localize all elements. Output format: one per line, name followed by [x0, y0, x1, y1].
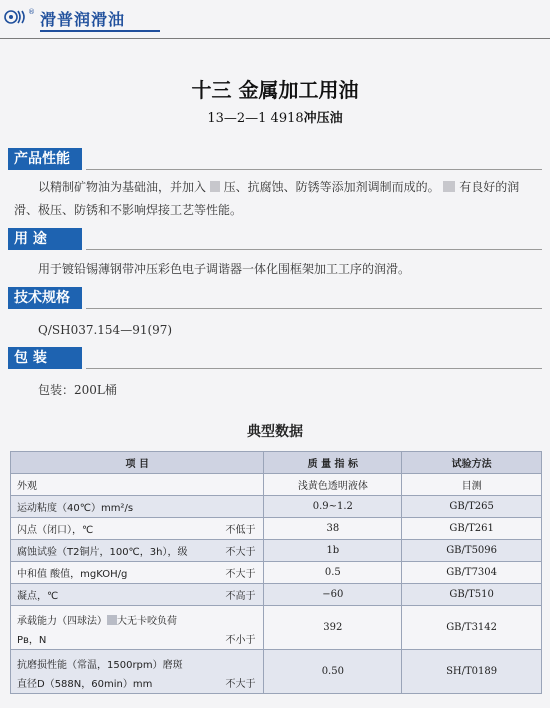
section-tag-spec: 技术规格 [8, 287, 82, 309]
section-rule [86, 169, 542, 170]
table-row [11, 518, 542, 540]
cell-method: GB/T265 [402, 496, 542, 518]
cell-limit: 不小于 [225, 635, 256, 646]
cell-value: 0.50 [264, 650, 402, 694]
section-tag-packaging: 包 装 [8, 347, 82, 369]
packaging-text: 包装：200L桶 [38, 383, 117, 397]
cell-method: GB/T510 [402, 584, 542, 606]
cell-item: 腐蚀试验（T2铜片，100℃，3h），级 不大于 [11, 540, 264, 562]
spec-text: Q/SH037.154—91(97) [38, 323, 173, 337]
header-item: 项 目 [11, 452, 264, 474]
chapter-title: 十三 金属加工用油 [191, 78, 359, 102]
redacted-block [210, 181, 220, 192]
brand-name: 滑普润滑油 [40, 10, 126, 29]
cell-item: 中和值 酸值，mgKOH/g 不大于 [11, 562, 264, 584]
table-row [11, 540, 542, 562]
table-row [11, 650, 542, 694]
brand-underline [40, 30, 160, 32]
cell-item: 运动粘度（40℃）mm²/s [11, 496, 264, 518]
header-divider [0, 38, 550, 39]
cell-limit: 不大于 [225, 679, 256, 690]
cell-method: GB/T261 [402, 518, 542, 540]
cell-limit: 不大于 [225, 547, 256, 558]
cell-value: 0.9~1.2 [264, 496, 402, 518]
table-title: 典型数据 [247, 424, 303, 440]
product-title [0, 107, 550, 126]
cell-value: 38 [264, 518, 402, 540]
table-row [11, 584, 542, 606]
cell-item: 凝点，℃ 不高于 [11, 584, 264, 606]
cell-item: 闪点（闭口），℃ 不低于 [11, 518, 264, 540]
cell-item: 抗磨损性能（常温，1500rpm）磨斑 直径D（588N，60min）mm 不大于 [11, 650, 264, 694]
performance-text-line1: 以精制矿物油为基础油，并加入 压、抗腐蚀、防锈等添加剂调制而成的。 有良好的润 [38, 180, 520, 194]
table-row [11, 562, 542, 584]
table-header-row [11, 452, 542, 474]
section-rule [86, 368, 542, 369]
cell-limit: 不低于 [225, 525, 256, 536]
cell-limit: 不高于 [225, 591, 256, 602]
cell-method: 目测 [402, 474, 542, 496]
product-code: 13—2—1 4918 [207, 111, 304, 126]
cell-value: 0.5 [264, 562, 402, 584]
section-tag-performance: 产品性能 [8, 148, 82, 170]
table-row [11, 606, 542, 650]
redacted-block [107, 615, 117, 625]
header-quality: 质 量 指 标 [264, 452, 402, 474]
usage-text: 用于镀铅锡薄钢带冲压彩色电子调谐器一体化围框架加工工序的润滑。 [38, 262, 411, 276]
cell-value: 浅黄色透明液体 [264, 474, 402, 496]
table-row [11, 474, 542, 496]
product-name: 冲压油 [303, 111, 343, 126]
cell-method: GB/T3142 [402, 606, 542, 650]
redacted-block [443, 181, 455, 192]
cell-method: GB/T5096 [402, 540, 542, 562]
cell-value: 392 [264, 606, 402, 650]
cell-limit: 不大于 [225, 569, 256, 580]
performance-text-line2: 滑、极压、防锈和不影响焊接工艺等性能。 [14, 203, 243, 217]
brand-logo-icon [2, 6, 38, 28]
table-row [11, 496, 542, 518]
section-tag-usage: 用 途 [8, 228, 82, 250]
typical-data-table [10, 451, 542, 694]
cell-method: GB/T7304 [402, 562, 542, 584]
cell-value: 1b [264, 540, 402, 562]
registered-mark: ® [28, 8, 35, 16]
cell-value: −60 [264, 584, 402, 606]
cell-item: 承载能力（四球法） 大无卡咬负荷 Pв，N 不小于 [11, 606, 264, 650]
header-method: 试验方法 [402, 452, 542, 474]
section-rule [86, 308, 542, 309]
section-rule [86, 249, 542, 250]
cell-item: 外观 [11, 474, 264, 496]
cell-method: SH/T0189 [402, 650, 542, 694]
